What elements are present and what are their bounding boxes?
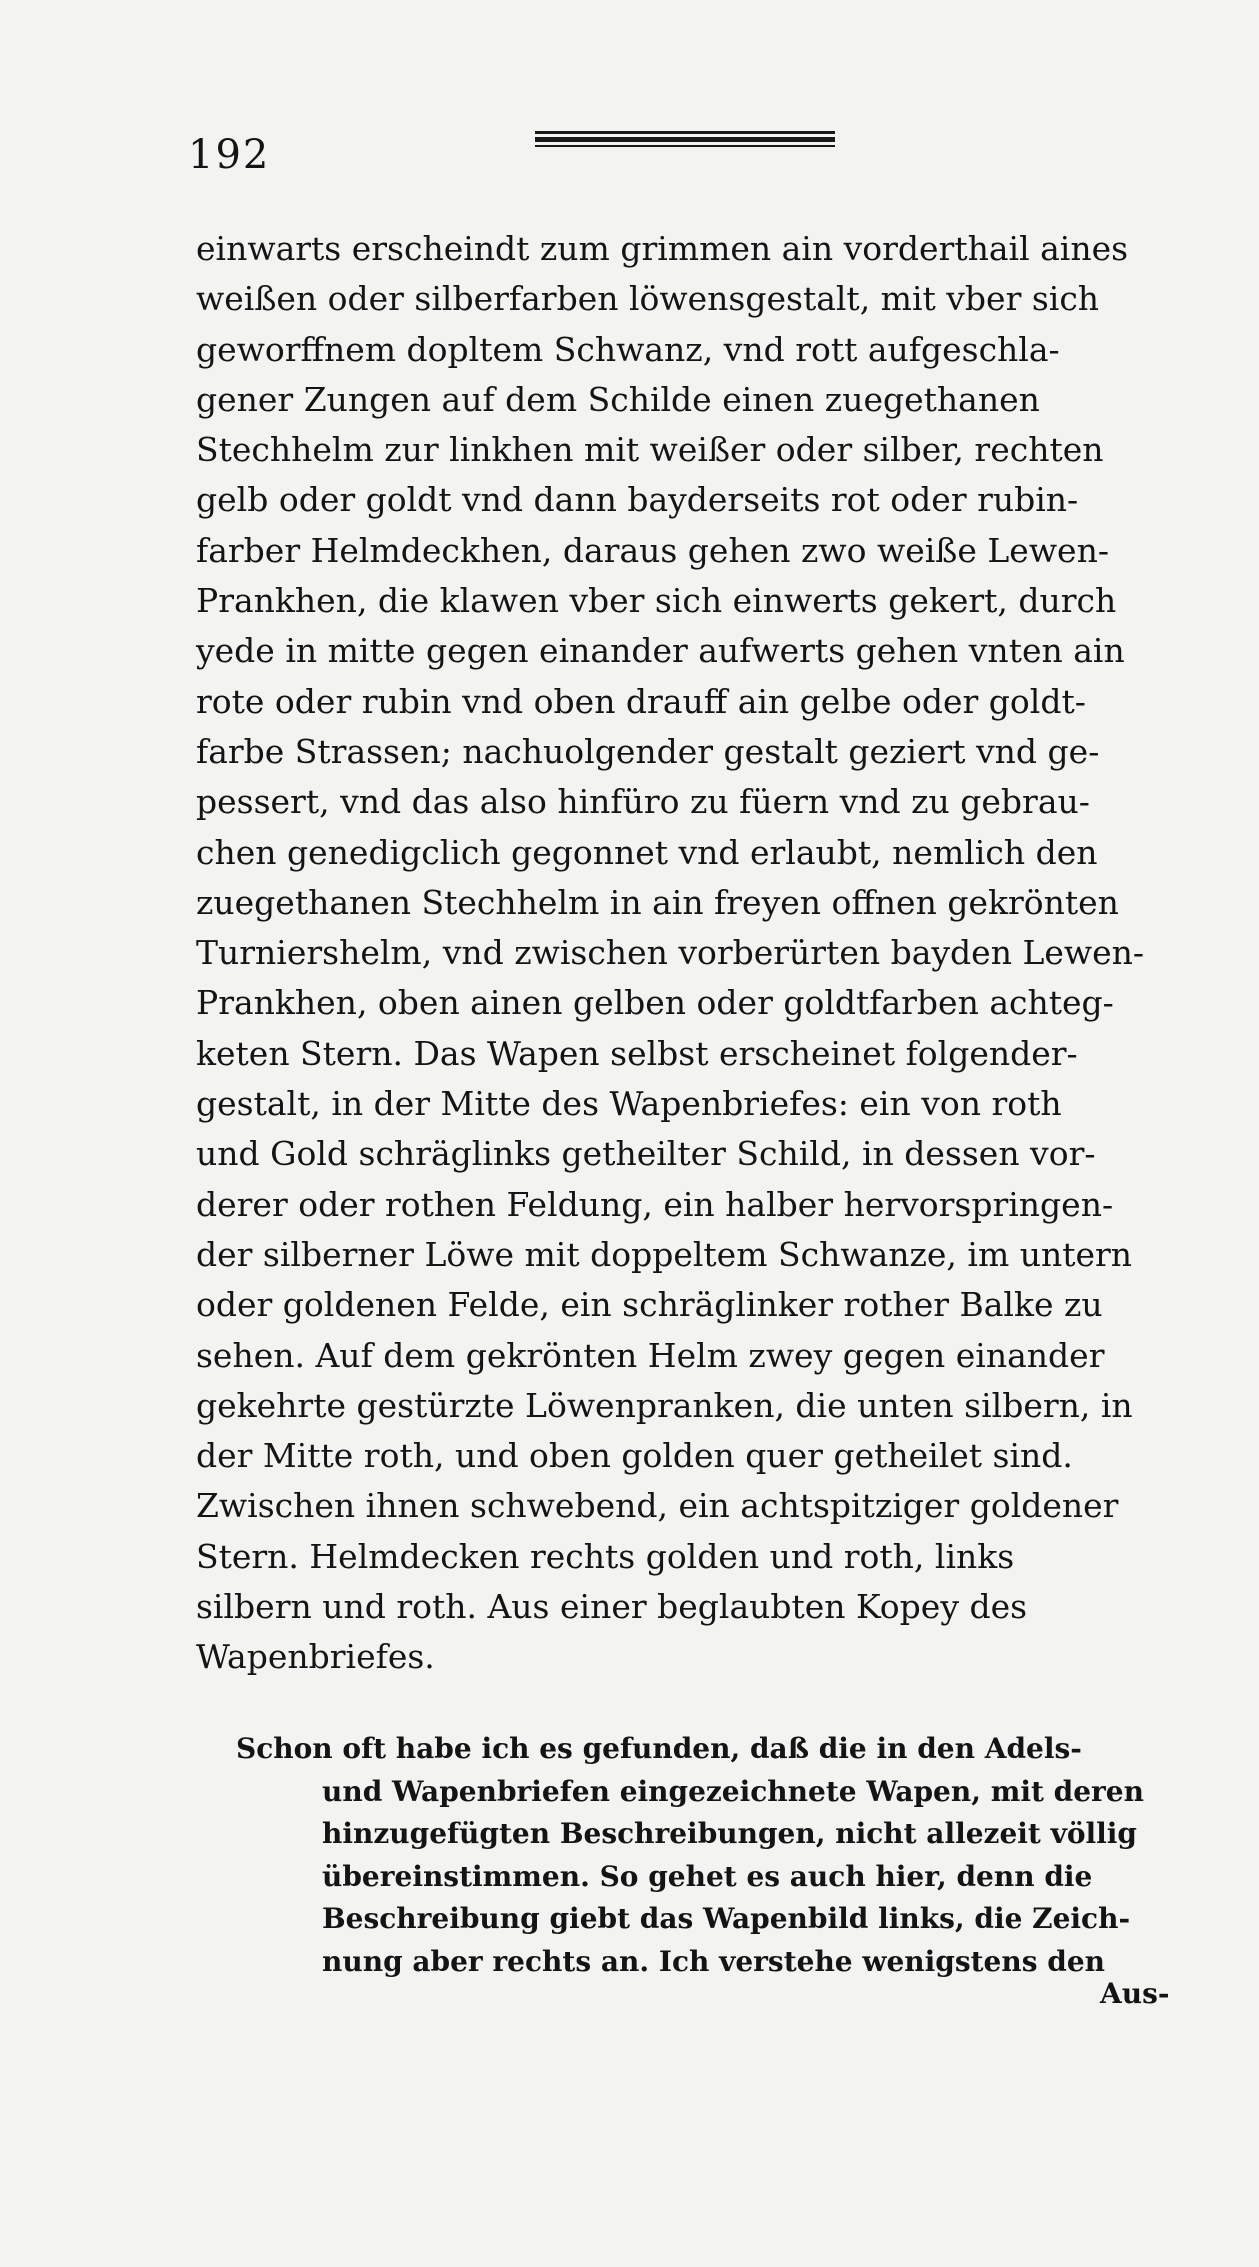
text-line: der silberner Löwe mit doppeltem Schwanze, im untern xyxy=(196,1234,1133,1274)
text-line: geworffnem dopltem Schwanz, vnd rott aufgeschla- xyxy=(196,329,1060,369)
text-line: Wapenbriefes. xyxy=(196,1637,435,1677)
text-line: zuegethanen Stechhelm in ain freyen offnen gekrönten xyxy=(196,882,1119,922)
text-line: gener Zungen auf dem Schilde einen zuegethanen xyxy=(196,379,1040,419)
text-line: weißen oder silberfarben löwensgestalt, mit vber sich xyxy=(196,279,1100,319)
text-line: yede in mitte gegen einander aufwerts gehen vnten ain xyxy=(196,631,1125,671)
text-line: Stern. Helmdecken rechts golden und roth, links xyxy=(196,1536,1015,1576)
main-text-block xyxy=(196,224,1168,1683)
footnote-line: Beschreibung giebt das Wapenbild links, die Zeich- xyxy=(322,1902,1131,1935)
text-line: Turniershelm, vnd zwischen vorberürten bayden Lewen- xyxy=(196,933,1145,973)
text-line: chen genedigclich gegonnet vnd erlaubt, nemlich den xyxy=(196,832,1098,872)
text-line: keten Stern. Das Wapen selbst erscheinet folgender- xyxy=(196,1033,1078,1073)
footnote-line: nung aber rechts an. Ich verstehe wenigstens den xyxy=(322,1944,1105,1978)
text-line: der Mitte roth, und oben golden quer getheilet sind. xyxy=(196,1436,1073,1476)
text-line: Stechhelm zur linkhen mit weißer oder silber, rechten xyxy=(196,430,1104,470)
text-line: Prankhen, die klawen vber sich einwerts gekert, durch xyxy=(196,581,1117,621)
text-line: und Gold schräglinks getheilter Schild, in dessen vor- xyxy=(196,1134,1096,1174)
footnote-line: und Wapenbriefen eingezeichnete Wapen, mit deren xyxy=(322,1774,1144,1808)
text-line: einwarts erscheindt zum grimmen ain vorderthail aines xyxy=(196,229,1129,268)
text-line: farber Helmdeckhen, daraus gehen zwo weiße Lewen- xyxy=(196,530,1109,570)
footnote-block xyxy=(236,1728,1171,1983)
text-line: gekehrte gestürzte Löwenpranken, die unten silbern, in xyxy=(196,1385,1133,1425)
text-line: rote oder rubin vnd oben drauff ain gelbe oder goldt- xyxy=(196,681,1086,721)
page-number: 192 xyxy=(188,132,271,178)
text-line: gestalt, in der Mitte des Wapenbriefes: ein von roth xyxy=(196,1084,1062,1124)
text-line: farbe Strassen; nachuolgender gestalt geziert vnd ge- xyxy=(196,731,1100,771)
footnote-line: hinzugefügten Beschreibungen, nicht allezeit völlig xyxy=(322,1817,1138,1850)
text-line: Zwischen ihnen schwebend, ein achtspitziger goldener xyxy=(196,1486,1119,1526)
text-line: gelb oder goldt vnd dann bayderseits rot oder rubin- xyxy=(196,480,1079,520)
text-line: sehen. Auf dem gekrönten Helm zwey gegen einander xyxy=(196,1335,1105,1375)
text-line: pessert, vnd das also hinfüro zu füern vnd zu gebrau- xyxy=(196,782,1090,822)
text-line: derer oder rothen Feldung, ein halber hervorspringen- xyxy=(196,1184,1114,1224)
text-line: oder goldenen Felde, ein schräglinker rother Balke zu xyxy=(196,1285,1103,1325)
footnote-line: übereinstimmen. So gehet es auch hier, denn die xyxy=(322,1859,1093,1893)
footnote-line: Schon oft habe ich es gefunden, daß die in den Adels- xyxy=(236,1732,1082,1765)
text-line: silbern und roth. Aus einer beglaubten Kopey des xyxy=(196,1587,1028,1627)
header-rule-ornament xyxy=(535,131,835,145)
text-line: Prankhen, oben ainen gelben oder goldtfarben achteg- xyxy=(196,983,1114,1023)
catchword: Aus- xyxy=(1100,1977,1170,2010)
